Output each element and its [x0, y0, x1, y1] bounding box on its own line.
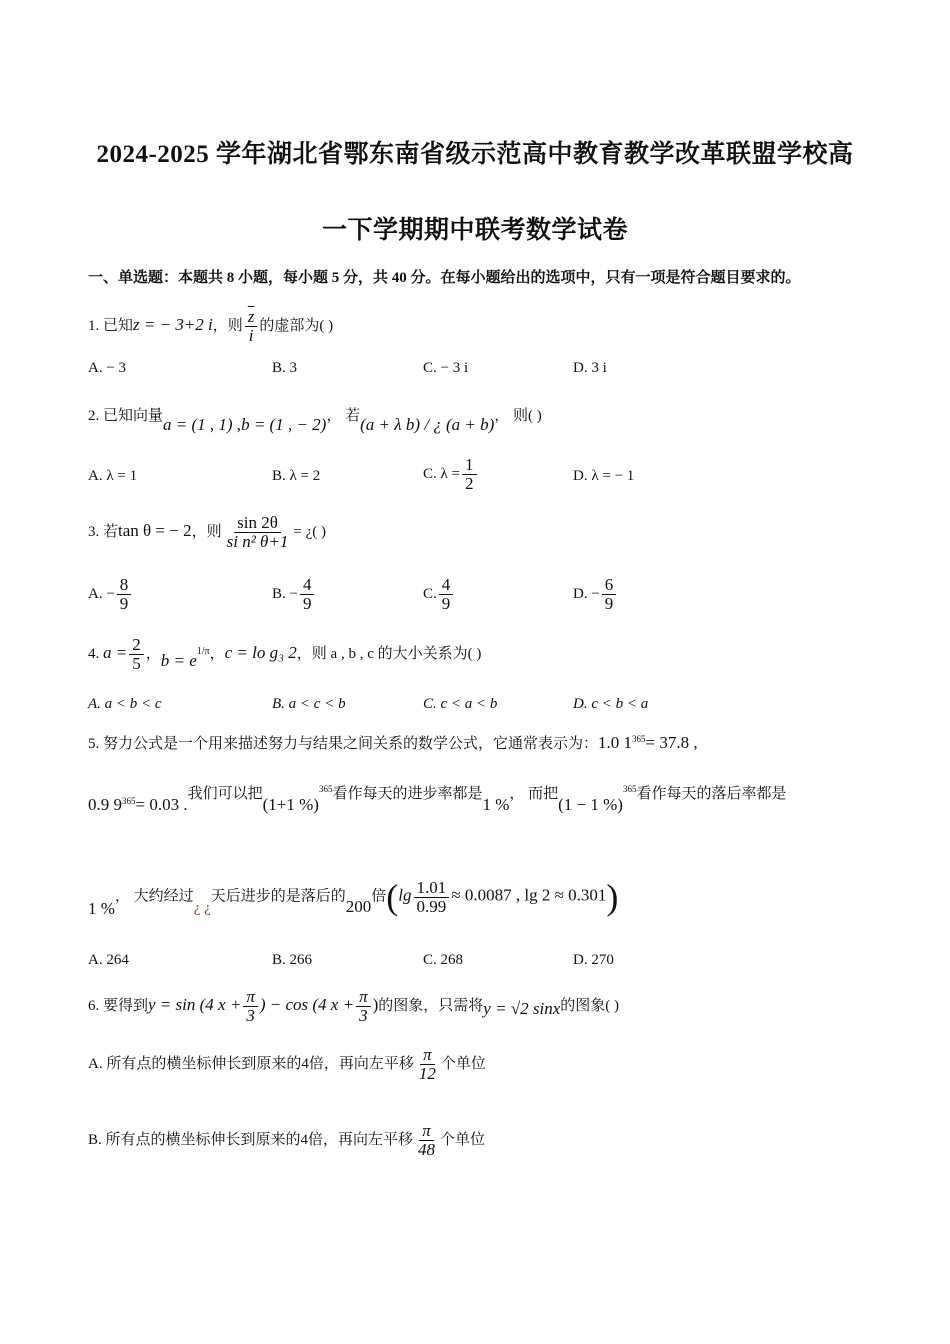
q6-eq-b: ) − cos (4 x +	[259, 994, 355, 1014]
q5-text2: 我们可以把	[187, 786, 263, 802]
q5-blank: ¿ ¿	[193, 900, 211, 917]
q5-right-paren: )	[606, 877, 619, 917]
q4-c: c = lo g₃ 2	[224, 642, 297, 662]
q2-vector-a: a = (1 , 1) ,	[163, 415, 242, 434]
q6-option-a-text: A. 所有点的横坐标伸长到原来的4倍，再向左平移	[88, 1055, 414, 1072]
q6-option-b-text: B. 所有点的横坐标伸长到原来的4倍，再向左平移	[88, 1131, 414, 1148]
q1-option-b: B. 3	[272, 360, 298, 376]
q2-suffix: ， 则( )	[494, 408, 542, 424]
q5-hint-lg: lg	[398, 885, 412, 905]
q5-eq1-exp: 365	[632, 734, 646, 744]
q5-eq3-exp: 365	[318, 784, 333, 794]
q5-text7: 天后进步的是落后的	[210, 888, 346, 905]
q5-hint-frac	[414, 879, 450, 916]
q5-text6: ， 大约经过	[114, 888, 194, 905]
q3-frac-num: sin 2θ	[234, 514, 281, 533]
q2-option-b: B. λ = 2	[272, 468, 321, 484]
q4-option-b: B. a < c < b	[272, 696, 346, 712]
q6-b-den: 48	[418, 1139, 436, 1159]
q5-times: 200	[345, 897, 372, 917]
q3-option-d-frac	[602, 576, 617, 613]
q6-pi-frac-1	[243, 988, 258, 1025]
q4-option-a: A. a < b < c	[88, 696, 162, 712]
q2-c-frac-num: 1	[462, 456, 477, 475]
q2-option-c-label: C. λ =	[423, 465, 460, 482]
q5-eq2: 0.9 9	[88, 795, 122, 814]
q5-hint-rest: ≈ 0.0087 , lg 2 ≈ 0.301	[451, 885, 607, 905]
q6-eq-a: y = sin (4 x +	[148, 994, 242, 1014]
question-6	[88, 988, 619, 1025]
q5-hint-num: 1.01	[414, 879, 450, 898]
q5-text3: 看作每天的进步率都是	[332, 786, 483, 802]
q1-equation: z = − 3+2 i	[133, 314, 213, 334]
section-heading: 一、单选题：本题共 8 小题，每小题 5 分，共 40 分。在每小题给出的选项中，只有一项是符合题目要求的。	[88, 270, 801, 286]
q3-option-a-frac	[117, 576, 132, 613]
q6-prefix: 6. 要得到	[88, 997, 149, 1014]
q5-option-b: B. 266	[272, 952, 313, 968]
q2-c-frac-den: 2	[465, 473, 474, 493]
question-4: 4. a = $\frac{2}{5}$ ，$b = e^{1/\pi}$，c = lo g₃ 2，则 a , b , c 的大小关系为( )	[88, 635, 482, 673]
q3-option-c	[423, 576, 455, 613]
q6-option-a-unit: 个单位	[440, 1055, 486, 1072]
q5-eq4-exp: 365	[622, 784, 637, 794]
q2-vector-b: b = (1 , − 2)	[241, 415, 327, 434]
q3-option-b-label: B. −	[272, 585, 298, 602]
q3-mid: ，则	[191, 523, 222, 540]
q3-option-a	[88, 576, 133, 613]
q5-eq1: 1.0 1	[598, 733, 633, 752]
q4-prefix: 4.	[88, 645, 100, 662]
question-5-line1	[88, 732, 698, 753]
q6-option-b	[88, 1122, 485, 1159]
q5-eq2-exp: 365	[122, 796, 136, 806]
q6-pi1-num: π	[243, 988, 258, 1007]
q3-d-den: 9	[604, 593, 614, 613]
q3-option-b-frac	[300, 576, 315, 613]
q3-d-num: 6	[602, 576, 617, 595]
exam-title-line2: 一下学期期中联考数学试卷	[321, 217, 628, 244]
q2-prefix: 2. 已知向量	[88, 408, 164, 424]
question-5-line2	[88, 782, 787, 814]
q3-option-c-label: C.	[423, 585, 437, 602]
q6-pi-frac-2	[356, 988, 371, 1025]
q5-option-a: A. 264	[88, 952, 129, 968]
q4-option-d: D. c < b < a	[573, 696, 649, 712]
q5-text4: ， 而把	[509, 786, 559, 802]
q1-mid: ，则	[212, 317, 243, 334]
q1-frac-den: i	[248, 325, 254, 345]
q6-option-b-frac	[415, 1122, 438, 1159]
q6-eq-c: )	[372, 994, 379, 1014]
q2-mid: ， 若	[326, 408, 361, 424]
question-2	[88, 404, 542, 434]
q6-pi2-den: 3	[359, 1005, 368, 1025]
q5-left-paren: (	[386, 877, 399, 917]
q1-option-a: A. − 3	[88, 360, 127, 376]
q5-eq4: (1 − 1 %)	[558, 795, 623, 814]
q1-fraction	[245, 308, 258, 345]
q2-option-d: D. λ = − 1	[573, 468, 635, 484]
q3-b-den: 9	[302, 593, 312, 613]
q6-option-a	[88, 1046, 486, 1083]
q4-option-c: C. c < a < b	[423, 696, 498, 712]
q1-option-d: D. 3 i	[573, 360, 607, 376]
q4-a-frac	[129, 636, 144, 673]
q3-option-a-label: A. −	[88, 585, 115, 602]
q5-text8: 倍	[371, 888, 387, 905]
q5-option-c: C. 268	[423, 952, 464, 968]
q6-a-den: 12	[418, 1063, 436, 1083]
q5-line1: 5. 努力公式是一个用来描述努力与结果之间关系的数学公式，它通常表示为：	[88, 736, 599, 752]
q1-prefix: 1. 已知	[88, 317, 134, 334]
q6-suffix: 的图象( )	[560, 997, 620, 1014]
q3-option-c-frac	[439, 576, 454, 613]
q5-eq2-val: = 0.03 .	[135, 795, 188, 814]
q6-a-num: π	[420, 1046, 435, 1065]
q6-option-a-frac	[416, 1046, 439, 1083]
q3-prefix: 3. 若	[88, 523, 119, 540]
q1-suffix: 的虚部为( )	[259, 317, 334, 334]
q6-mid: 的图象，只需将	[378, 997, 484, 1014]
q2-condition: (a + λ b) / ¿ (a + b)	[360, 415, 495, 434]
q4-a-num: 2	[129, 636, 144, 655]
q3-frac-den: si n² θ+1	[226, 531, 289, 551]
q1-frac-num: $\overline{z}$	[245, 308, 258, 327]
q3-fraction	[224, 514, 292, 551]
q4-suffix: ，则 a , b , c 的大小关系为( )	[296, 645, 482, 662]
q1-option-c: C. − 3 i	[423, 360, 469, 376]
q2-option-c-frac	[462, 456, 477, 493]
q2-option-c	[423, 456, 479, 493]
q5-eq3: (1+1 %)	[262, 795, 319, 814]
q3-option-d	[573, 576, 618, 613]
q6-option-b-unit: 个单位	[440, 1131, 486, 1148]
q3-suffix: = ¿( )	[293, 523, 326, 540]
q3-c-den: 9	[441, 593, 451, 613]
q3-a-num: 8	[117, 576, 132, 595]
q6-pi2-num: π	[356, 988, 371, 1007]
q2-option-a: A. λ = 1	[88, 468, 138, 484]
q5-option-d: D. 270	[573, 952, 614, 968]
q3-equation: tan θ = − 2	[118, 520, 192, 540]
q6-eq2: y = √2 sinx	[483, 998, 561, 1018]
q3-c-num: 4	[439, 576, 454, 595]
q3-b-num: 4	[300, 576, 315, 595]
exam-title-line1: 2024-2025 学年湖北省鄂东南省级示范高中教育教学改革联盟学校高	[96, 141, 854, 168]
q6-b-num: π	[419, 1122, 434, 1141]
question-5-line3	[88, 876, 618, 918]
q6-pi1-den: 3	[246, 1005, 255, 1025]
q4-b-exp: 1/π	[196, 645, 210, 657]
question-1	[88, 308, 333, 345]
q5-pct1: 1 %	[482, 795, 510, 814]
q5-pct2: 1 %	[88, 899, 115, 919]
q4-a-den: 5	[132, 653, 141, 673]
q4-a: a =	[103, 642, 128, 662]
question-3	[88, 514, 326, 551]
q3-option-d-label: D. −	[573, 585, 600, 602]
q5-text5: 看作每天的落后率都是	[636, 786, 787, 802]
q5-eq1-val: = 37.8 ,	[645, 733, 698, 752]
q3-a-den: 9	[119, 593, 129, 613]
q5-hint-den: 0.99	[416, 896, 447, 916]
q3-option-b	[272, 576, 316, 613]
q4-b: b = e	[160, 650, 197, 670]
